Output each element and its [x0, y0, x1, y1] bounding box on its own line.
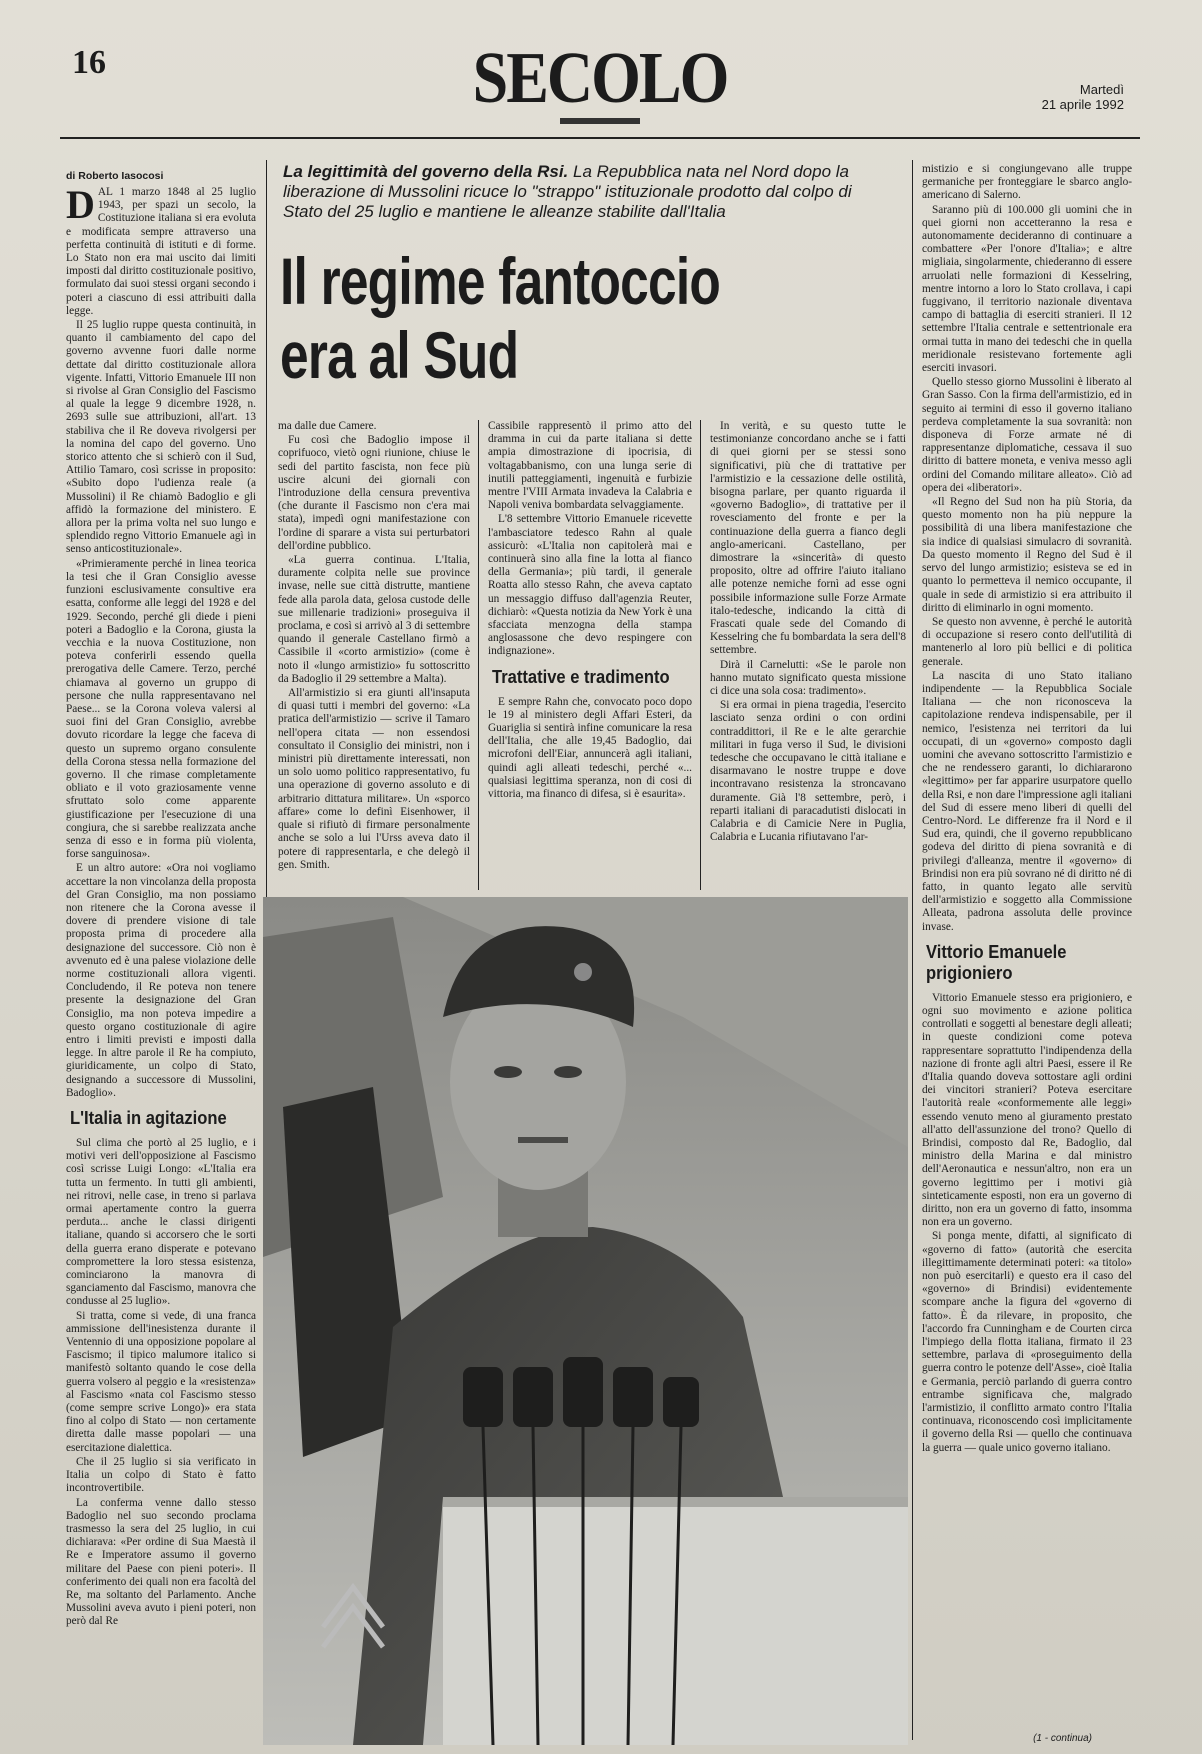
article-deck — [283, 162, 863, 222]
column-4 — [710, 420, 906, 890]
subhead-vittorio-emanuele: Vittorio Emanuele prigioniero — [926, 941, 1067, 983]
headline-line-1: Il regime fantoccio — [280, 244, 721, 318]
col3-paragraph: Cassibile rappresentò il primo atto del dramma in cui da parte italiana si dette ampia dimostrazione di ipocrisia, di voltagabbanismo, con una lunga serie di inutili patteggiamenti, ingenuità e furbizie mentre l'VIII Armata invadeva la Calabria e Napoli veniva bombardata selvaggiamente. — [488, 420, 692, 512]
col5-paragraph: «Il Regno del Sud non ha più Storia, da questo momento non ha più neppure la possibilità di una libera manifestazione che sia indice di qualsiasi simulacro di sovranità. Da questo momento il Regno del Sud è il servo del lungo armistizio; esisteva se ed in quanto lo permetteva il nemico occupante, il quale in sede di armistizio si era attribuito il diritto di eliminarlo in ogni momento. — [922, 496, 1132, 614]
issue-date — [1004, 82, 1124, 112]
col1-paragraph: Che il 25 luglio si sia verificato in Italia un colpo di Stato è fatto incontrovertibile. — [66, 1455, 256, 1495]
subhead-italia-agitazione: L'Italia in agitazione — [70, 1108, 227, 1129]
col2-paragraph: All'armistizio si era giunti all'insaputa di quasi tutti i membri del governo: «La pratica dell'armistizio — scrive il Tamaro nell'opera citata — non essendosi consultato il Consiglio dei ministri, non i ministri più direttamente interessati, non un solo uomo politico rappresentativo, fu una operazione di governo assoluto e di arbitrario dittatura militare». Un «sporco affare» come lo definì Eisenhower, il quale si rifiutò di firmare personalmente anche se solo a lui l'Urss aveva dato il potere di rappresentarla, e che delegò il gen. Smith. — [278, 687, 470, 871]
col1-paragraph: «Primieramente perché in linea teorica la tesi che il Gran Consiglio avesse funzioni esclusivamente consultive era esatta, conforme alle leggi del 1928 e del 1929. Secondo, perché gli diede i pieni poteri a Badoglio e la Corona, giusta la vecchia e la nuova Costituzione, non poteva conferirli essendo quella prerogativa delle Camere. Terzo, perché chiamava al governo un gruppo di persone che nulla rappresentavano nel Paese... se la Corona voleva valersi al suoi fini del Gran Consiglio, avrebbe dovuto ricordare la legge che faceva di questo un supremo organo consulente della Corona stessa nella formazione del governo. Il che rimase completamente obliato e il voto graziosamente venne sfruttato solo come apparente giustificazione per l'esecuzione di una congiura, che si sarebbe realizzata anche senza di esso e in forma più violenta, forse sanguinosa». — [66, 557, 256, 861]
headline — [280, 244, 748, 392]
col4-paragraph: Dirà il Carnelutti: «Se le parole non hanno mutato significato questa missione ci dice una sola cosa: tradimento». — [710, 658, 906, 698]
subhead-trattative: Trattative e tradimento — [492, 666, 670, 687]
page-number: 16 — [72, 44, 106, 81]
header-rule — [60, 137, 1140, 139]
col1-paragraph: E un altro autore: «Ora noi vogliamo accettare la non vincolanza della proposta del Gran Consiglio, ma non possiamo non ritenere che la Corona avesse il dovere di prendere visione di tale proposta prima di procedere alla designazione del successore. Ciò non è avvenuto ed è una palese violazione delle norme costituzionali allora vigenti. Concludendo, il Re poteva non tenere presente la designazione del Gran Consiglio, ma non poteva impedire a questo organo costituzionale di agire entro i limiti previsti e imposti dalla legge. In altre parole il Re ha compiuto, giuridicamente, un colpo di Stato, designando a successore di Mussolini, Badoglio». — [66, 862, 256, 1099]
col1-paragraph: La conferma venne dallo stesso Badoglio nel suo secondo proclama trasmesso la sera del 25 luglio, in cui dichiarava: «Per ordine di Sua Maestà il Re e Imperatore assumo il governo militare del Paese con pieni poteri». Il conferimento dei quali non era facoltà del Re, ma soltanto del Parlamento. Anche Mussolini aveva avuto i pieni poteri, non però dal Re — [66, 1496, 256, 1628]
masthead: SECOLO — [472, 36, 728, 119]
col2-paragraph: «La guerra continua. L'Italia, duramente colpita nelle sue province invase, nelle sue città distrutte, mantiene fede alla parola data, gelosa custode delle sue millenarie tradizioni» proseguiva il proclama, e così si arrivò al 3 di settembre quando il generale Castellano firmò a Cassibile il «corto armistizio» (come è noto il «lungo armistizio» fu sottoscritto da Badoglio il 29 settembre a Malta). — [278, 554, 470, 685]
column-1 — [66, 170, 256, 1740]
col5-paragraph: Si ponga mente, difatti, al significato di «governo di fatto» (autorità che esercita illegittimamente determinati poteri: «a titolo» non può esercitarli) e questo era il caso del «governo» di Brindisi) evidentemente scompare anche la figura del «governo di fatto». È da rilevare, in proposito, che l'accordo fra Cunningham e de Courten circa l'impiego della flotta italiana, firmato il 23 settembre, parlava di «proseguimento della guerra contro le potenze dell'Asse», cioè Italia e Germania, perciò parlando di guerra contro entrambe significava che, malgrado l'armistizio, il conflitto armato contro l'Italia continuava, riconoscendo così implicitamente il governo della Rsi — quello che continuava la guerra — quale unico governo italiano. — [922, 1230, 1132, 1454]
column-5 — [922, 163, 1132, 1728]
col1-paragraph: Si tratta, come si vede, di una franca ammissione dell'inesistenza durante il Ventennio di una opposizione popolare al Fascismo; il tipico malumore italico si manifestò soltanto quando le cose della guerra volsero al peggio e la «resistenza» al Fascismo «nata col Fascismo stesso (come sempre scrive Longo)» era stata fino al colpo di Stato — non certamente diretta dalle masse popolari — una esercitazione dialettica. — [66, 1309, 256, 1454]
deck-lead: La legittimità del governo della Rsi. — [283, 162, 569, 181]
col3-paragraph: E sempre Rahn che, convocato poco dopo le 19 al ministero degli Affari Esteri, da Guariglia si sentirà infine comunicare la resa dell'Italia, che alle 19,45 Badoglio, dai microfoni dell'Eiar, annuncerà agli italiani, quindi agli alleati tedeschi, perché «... qualsiasi legittima speranza, non di cosi di vittoria, ma financo di difesa, si è esaurita». — [488, 695, 692, 801]
col5-paragraph: mistizio e si congiungevano alle truppe germaniche per fronteggiare le sbarco anglo-americano di Salerno. — [922, 163, 1132, 202]
column-rule-4 — [912, 160, 913, 1740]
col1-paragraph: Il 25 luglio ruppe questa continuità, in quanto il cambiamento del capo del governo avvenne fuori dalle norme dettate dal diritto costituzionale allora vigente. Infatti, Vittorio Emanuele III non si rivolse al Gran Consiglio del Fascismo al quale la legge 9 dicembre 1928, n. 2693 sulle sue attribuzioni, all'art. 13 stabiliva che il Re doveva rivolgersi per la nomina del capo del governo. Uno storico attento che si schierò con il Sud, Attilio Tamaro, così scrisse in proposito: «Subito dopo l'udienza reale (a Mussolini) il Re chiamò Badoglio e gli affidò la formazione del ministero. E allora per la prima volta nel suo lungo e splendido regno Vittorio Emanuele agì in senso anticostituzionale». — [66, 319, 256, 556]
date-day: 21 aprile 1992 — [1041, 97, 1124, 112]
column-rule-2 — [478, 420, 479, 890]
byline: di Roberto Iasocosi — [66, 170, 164, 182]
col5-paragraph: Vittorio Emanuele stesso era prigioniero, e ogni suo movimento e azione politica controllati e soggetti al benestare degli alleati; in queste condizioni come poteva rappresentare soprattutto l'indipendenza della nazione di fronte agli altri Paesi, essere il Re d'Italia quando doveva sottostare agli ordini dei vincitori stranieri? Poteva esercitare l'autorità reale «conformemente alle leggi» essendo venuto meno al giuramento prestato all'atto dell'assunzione del trono? Quello di Brindisi, composto dal Re, Badoglio, dal ministro della Marina e dal ministro dell'Aeronautica e nessun'altro, non era un governo legittimo per i motivi già sinteticamente esposti, non era un governo di diritto, non era un governo di fatto, insomma non era un governo. — [922, 991, 1132, 1229]
col5-paragraph: Se questo non avvenne, è perché le autorità di occupazione si resero conto dell'utilità di mantenerlo al loro più bellici e di politica generale. — [922, 615, 1132, 668]
col3-paragraph: L'8 settembre Vittorio Emanuele ricevette l'ambasciatore tedesco Rahn al quale assicurò: «L'Italia non capitolerà mai e continuerà sino alla fine la lotta al fianco della Germania»; più tardi, il generale Roatta allo stesso Rahn, che aveva captato un messaggio diffuso dall'agenzia Reuter, dichiarò: «Questa notizia da New York è una sfacciata menzogna della stampa anglosassone che devo respingere con indignazione». — [488, 513, 692, 658]
col1-paragraph: Sul clima che portò al 25 luglio, e i motivi veri dell'opposizione al Fascismo così scrisse Luigi Longo: «L'Italia era tutta un fermento. In tutti gli ambienti, nei ritrovi, nelle case, in treno si parlava ormai apertamente contro la guerra perduta... anche le classi dirigenti italiane, quando si accorsero che le sorti della guerra erano disperate e potevano compromettere la loro stessa esistenza, cominciarono la manovra di sganciamento dal Fascismo, manovra che condusse al 25 luglio». — [66, 1137, 256, 1308]
mussolini-photo — [263, 897, 908, 1745]
col2-paragraph: Fu così che Badoglio impose il coprifuoco, vietò ogni riunione, chiuse le sedi del partito fascista, non fece più uscire alcuni dei giornali con l'introduzione della censura preventiva (che durante il Fascismo non c'era mai stata), impedì ogni manifestazione con l'ordine di sparare a vista sui perturbatori dell'ordine pubblico. — [278, 434, 470, 552]
col5-paragraph: Saranno più di 100.000 gli uomini che in quei giorni non accetteranno la resa e autonomamente decideranno di continuare a combattere «Per l'onore d'Italia»; e altre migliaia, singolarmente, chiederanno di essere arruolati nelle formazioni di Kesselring, mentre intorno a loro lo Stato crollava, i capi fuggivano, il territorio nazionale diventava campo di battaglia di eserciti stranieri. Il 12 settembre l'Italia centrale e settentrionale era ormai tutta in mano dei tedeschi che in quella meridionale resistevano fortemente agli eserciti invasori. — [922, 203, 1132, 375]
col5-paragraph: Quello stesso giorno Mussolini è liberato al Gran Sasso. Con la firma dell'armistizio, ed in seguito ai termini di esso il governo italiano perdeva completamente la sua sovranità: non disponeva di Forze armate né di rappresentanze diplomatiche, cessava il suo diritto di battere moneta, e veniva messo agli ordini del Comando militare alleato». Ciò ad opera dei «liberatori». — [922, 376, 1132, 494]
photo-illustration — [263, 897, 908, 1745]
col5-paragraph: La nascita di uno Stato italiano indipendente — la Repubblica Sociale Italiana — che non riconosceva la capitolazione rendeva indispensabile, per il nemico, l'esistenza nei territori da lui occupati, di un «governo» composto dagli uomini che avevano sottoscritto l'armistizio e che ne rendessero garanti, lo dichiararono «legittimo» per far apparire usurpatore quello della Rsi, e non dare l'impressione agli italiani del Sud di essere meno liberi di quelli del Centro-Nord. Le differenze fra il Nord e il Sud era, quindi, che il governo repubblicano godeva del diritto di piena sovranità e di privilegi d'alleanza, mentre il «governo» di Brindisi non era più sovrano né di diritto né di fatto, in quanto legato alle servitù dell'armistizio e soggetto alla Commissione Alleata, padrona assoluta delle province invase. — [922, 669, 1132, 933]
date-weekday: Martedì — [1079, 82, 1124, 97]
drop-cap: D — [66, 182, 95, 227]
headline-line-2: era al Sud — [280, 318, 519, 392]
masthead-underline — [560, 118, 640, 124]
col2-paragraph: ma dalle due Camere. — [278, 420, 377, 432]
column-3 — [488, 420, 692, 890]
col1-paragraph: DAL 1 marzo 1848 al 25 luglio 1943, per spazi un secolo, la Costituzione italiana si era evoluta e modificata sempre attraverso una perfetta continuità di istituti e di forme. Lo Stato non era mai uscito dai limiti imposti dal diritto costituzionale positivo, formulato dai suoi stessi organi secondo i poteri a ciascuno di essi attribuiti dalla legge. — [66, 182, 256, 317]
col4-paragraph: In verità, e su questo tutte le testimonianze concordano anche se i fatti di quei giorni per se stessi sono significativi, più che di trattative per l'armistizio e la cessazione delle ostilità, bisogna parlare, per quanto riguarda il «governo Badoglio», di trattative per il rovesciamento del fronte e per la continuazione della guerra a fianco degli anglo-americani. Castellano, per dimostrare la «sincerità» di questo proposito, oltre ad offrire l'aiuto italiano alle potenze nemiche fornì ad esse ogni possibile informazione sulle Forze Armate italo-tedesche, indicando la città di Frascati quale sede del Comando di Kesselring che fu bombardata la sera dell'8 settembre. — [710, 420, 906, 657]
deck-text: La Repubblica nata nel Nord dopo la liberazione di Mussolini ricuce lo "strappo" istituzionale prodotto dal colpo di Stato del 25 luglio e mantiene le alleanze stabilite dall'Italia — [283, 162, 852, 221]
column-2 — [278, 420, 470, 890]
continues-note: (1 - continua) — [1033, 1733, 1092, 1744]
column-rule-3 — [700, 420, 701, 890]
col4-paragraph: Si era ormai in piena tragedia, l'esercito lasciato senza ordini o con ordini contraddittori, il Re e le alte gerarchie militari in fuga verso il Sud, le divisioni tedesche che occupavano le città italiane e disarmavano le nostre truppe e dove incontravano resistenza la stroncavano duramente. Già l'8 settembre, però, i reparti italiani di paracadutisti dislocati in Calabria e di Camicie Nere in Puglia, Calabria e Lucania rifiutavano l'ar- — [710, 699, 906, 844]
